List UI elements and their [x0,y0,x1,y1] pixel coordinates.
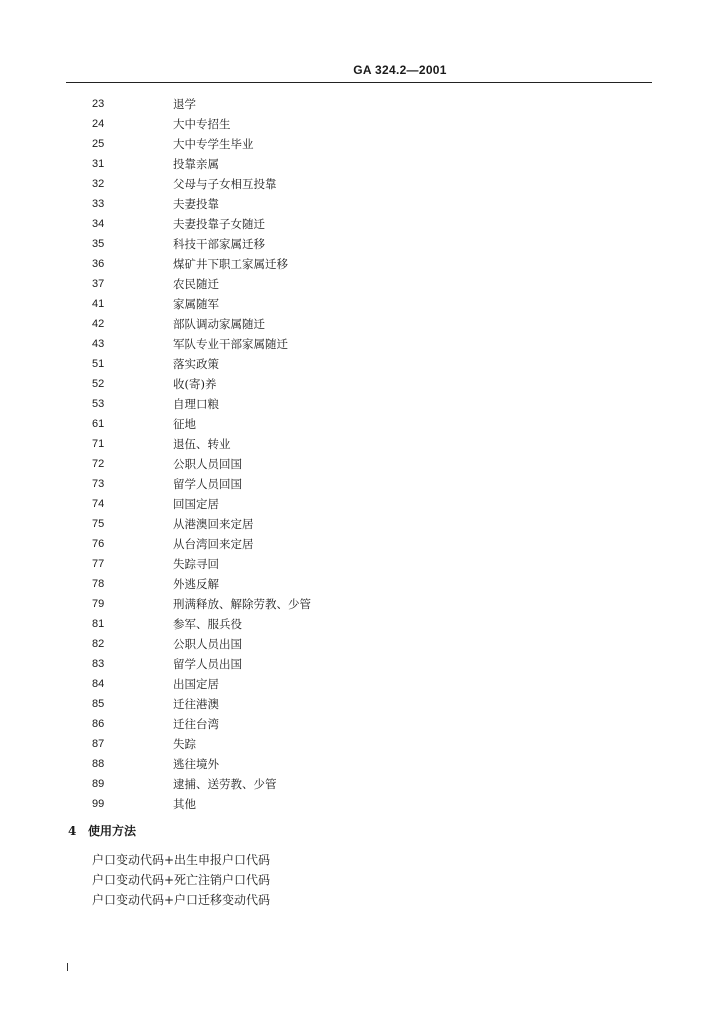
code-number: 53 [92,398,105,410]
code-row [0,754,713,774]
code-number: 85 [92,698,105,710]
code-description: 公职人员出国 [173,637,242,651]
code-number: 73 [92,478,105,490]
section-4-heading [68,822,136,839]
code-number: 34 [92,218,105,230]
section-number: 4 [68,824,77,838]
standard-number-header: GA 324.2—2001 [353,63,447,77]
code-number: 42 [92,318,105,330]
code-number: 71 [92,438,105,450]
code-description: 留学人员出国 [173,657,242,671]
code-row [0,394,713,414]
code-number: 81 [92,618,105,630]
code-number: 76 [92,538,105,550]
code-number: 43 [92,338,105,350]
code-description: 大中专学生毕业 [173,137,254,151]
code-row [0,454,713,474]
code-row [0,574,713,594]
code-row [0,414,713,434]
code-description: 迁往台湾 [173,717,219,731]
code-description: 退学 [173,97,196,111]
code-description: 从港澳回来定居 [173,517,254,531]
code-row [0,674,713,694]
code-row [0,214,713,234]
code-row [0,114,713,134]
code-number: 79 [92,598,105,610]
code-description: 失踪 [173,737,196,751]
code-row [0,594,713,614]
code-number: 99 [92,798,105,810]
code-number: 36 [92,258,105,270]
code-description: 农民随迁 [173,277,219,291]
code-description: 落实政策 [173,357,219,371]
code-row [0,614,713,634]
code-number: 35 [92,238,105,250]
code-number: 33 [92,198,105,210]
code-number: 83 [92,658,105,670]
code-description: 迁往港澳 [173,697,219,711]
code-number: 51 [92,358,105,370]
code-row [0,254,713,274]
code-number: 52 [92,378,105,390]
code-description: 留学人员回国 [173,477,242,491]
code-description: 刑满释放、解除劳教、少管 [173,597,311,611]
code-row [0,434,713,454]
code-row [0,94,713,114]
code-row [0,174,713,194]
code-description: 其他 [173,797,196,811]
code-description: 家属随军 [173,297,219,311]
code-row [0,734,713,754]
code-number: 24 [92,118,105,130]
code-number: 25 [92,138,105,150]
code-number: 75 [92,518,105,530]
code-row [0,494,713,514]
code-number: 74 [92,498,105,510]
code-row [0,654,713,674]
code-description: 征地 [173,417,196,431]
code-number: 86 [92,718,105,730]
code-description: 投靠亲属 [173,157,219,171]
code-row [0,154,713,174]
code-description: 公职人员回国 [173,457,242,471]
code-row [0,234,713,254]
usage-list [92,850,270,910]
code-description: 部队调动家属随迁 [173,317,265,331]
code-number: 77 [92,558,105,570]
code-description: 自理口粮 [173,397,219,411]
code-description: 科技干部家属迁移 [173,237,265,251]
code-number: 31 [92,158,105,170]
code-row [0,194,713,214]
usage-line: 户口变动代码+出生申报户口代码 [92,853,271,867]
code-row [0,554,713,574]
usage-line: 户口变动代码+户口迁移变动代码 [92,893,271,907]
code-description: 夫妻投靠 [173,197,219,211]
header-rule [66,82,652,83]
code-description: 退伍、转业 [173,437,231,451]
code-table [0,94,713,814]
code-row [0,134,713,154]
code-description: 从台湾回来定居 [173,537,254,551]
code-row [0,314,713,334]
code-row [0,294,713,314]
code-number: 87 [92,738,105,750]
code-description: 出国定居 [173,677,219,691]
code-description: 参军、服兵役 [173,617,242,631]
code-row [0,474,713,494]
usage-line: 户口变动代码+死亡注销户口代码 [92,873,271,887]
code-row [0,374,713,394]
code-description: 回国定居 [173,497,219,511]
code-description: 军队专业干部家属随迁 [173,337,288,351]
code-description: 收(寄)养 [173,377,217,391]
code-row [0,354,713,374]
scan-speck [67,963,68,971]
code-description: 夫妻投靠子女随迁 [173,217,265,231]
code-description: 逮捕、送劳教、少管 [173,777,277,791]
code-number: 78 [92,578,105,590]
code-description: 逃往境外 [173,757,219,771]
section-title: 使用方法 [88,824,137,838]
code-number: 88 [92,758,105,770]
code-number: 72 [92,458,105,470]
code-row [0,534,713,554]
code-description: 失踪寻回 [173,557,219,571]
code-row [0,334,713,354]
code-row [0,514,713,534]
code-row [0,694,713,714]
code-row [0,714,713,734]
code-number: 84 [92,678,105,690]
code-number: 23 [92,98,105,110]
code-number: 82 [92,638,105,650]
code-number: 61 [92,418,105,430]
code-description: 煤矿井下职工家属迁移 [173,257,288,271]
code-number: 32 [92,178,105,190]
code-row [0,794,713,814]
code-number: 37 [92,278,105,290]
code-description: 大中专招生 [173,117,231,131]
code-row [0,274,713,294]
code-description: 外逃反解 [173,577,219,591]
code-number: 41 [92,298,105,310]
code-row [0,774,713,794]
code-description: 父母与子女相互投靠 [173,177,277,191]
code-number: 89 [92,778,105,790]
code-row [0,634,713,654]
